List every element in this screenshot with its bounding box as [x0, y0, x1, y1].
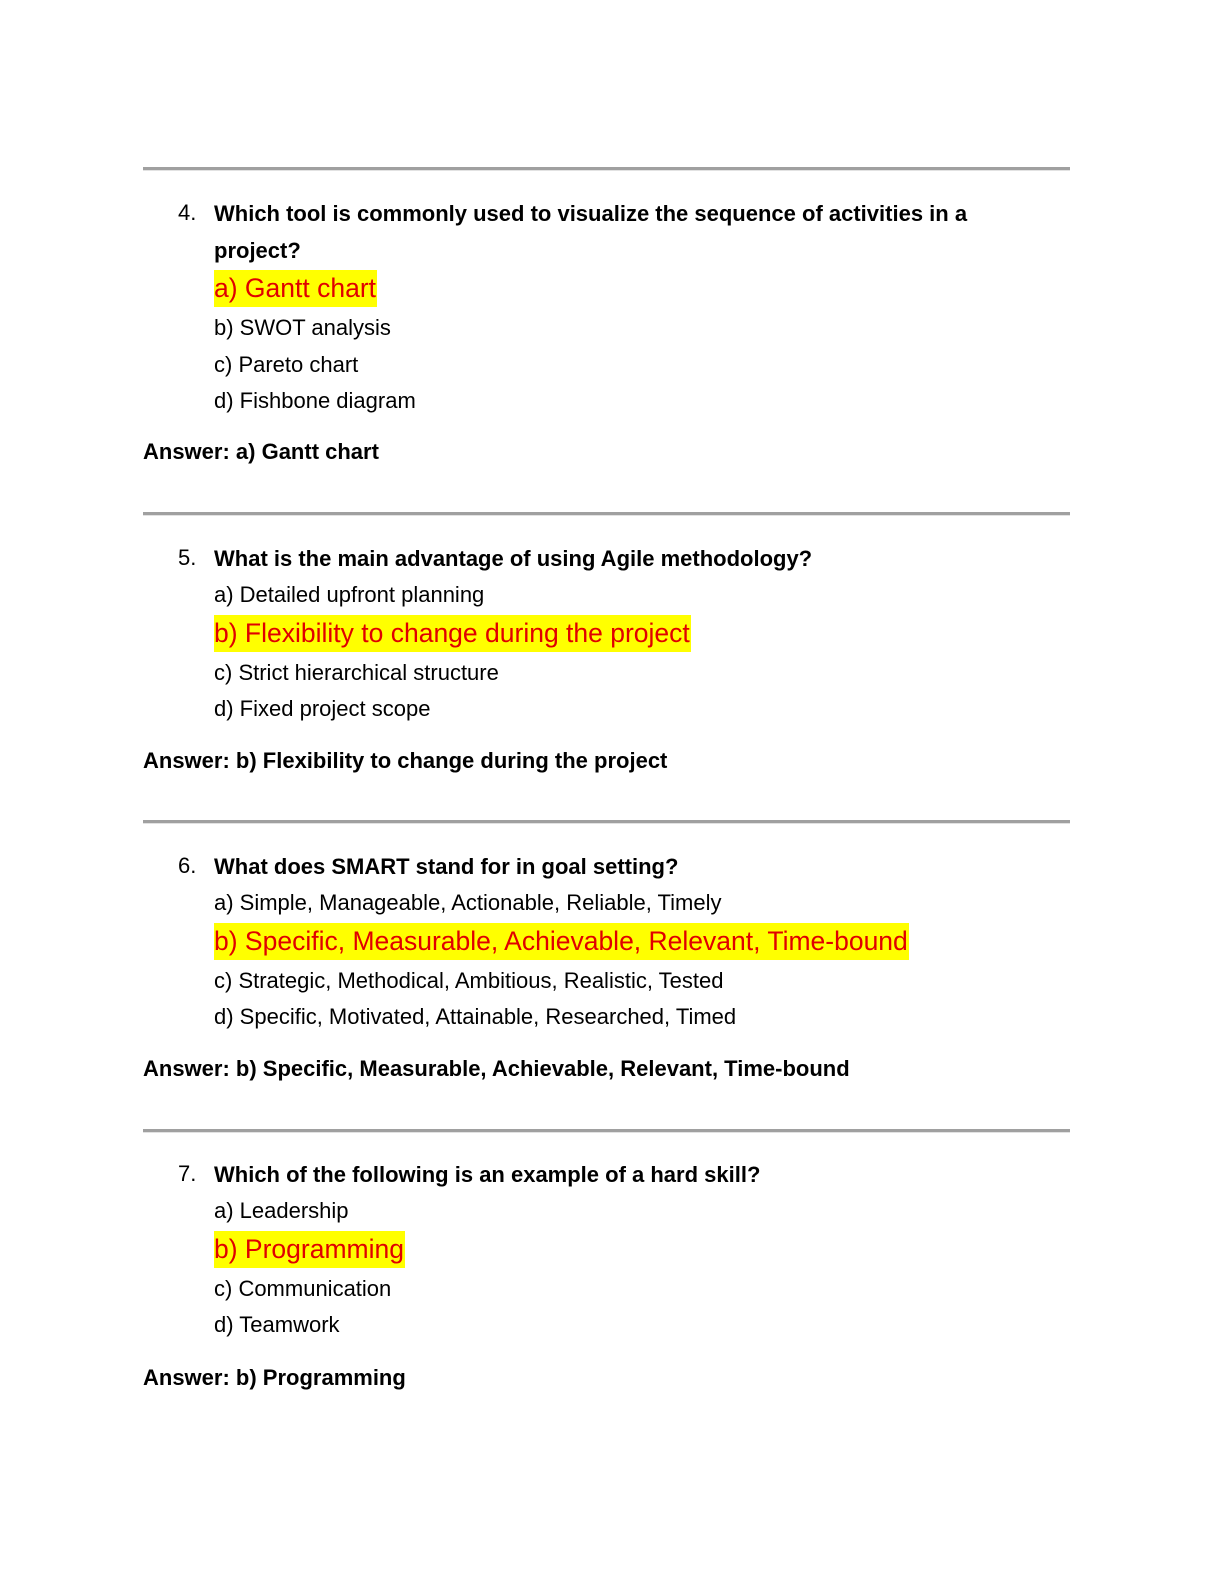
options-list — [214, 269, 1224, 420]
option: a) Detailed upfront planning — [214, 582, 485, 607]
highlighted-answer: b) Flexibility to change during the project — [214, 615, 691, 652]
options-list — [214, 885, 1224, 1036]
option: d) Specific, Motivated, Attainable, Researched, Timed — [214, 1004, 737, 1029]
question-number: 4. — [178, 200, 197, 225]
question-block-5 — [0, 540, 1224, 728]
question-number: 7. — [178, 1161, 197, 1186]
question-text: What is the main advantage of using Agile methodology? — [214, 546, 813, 571]
option: d) Fishbone diagram — [214, 388, 416, 413]
question-text: Which tool is commonly used to visualize the sequence of activities in a project? — [214, 201, 968, 263]
question-line — [0, 195, 1224, 269]
horizontal-divider — [143, 820, 1070, 824]
question-line — [0, 848, 1224, 885]
option-correct — [214, 269, 1224, 310]
option: d) Teamwork — [214, 1312, 340, 1337]
options-list — [214, 577, 1224, 728]
question-block-4 — [0, 195, 1224, 420]
horizontal-divider — [143, 512, 1070, 516]
answer-line: Answer: b) Specific, Measurable, Achievable, Relevant, Time-bound — [143, 1056, 850, 1081]
horizontal-divider — [143, 167, 1070, 171]
highlighted-answer: a) Gantt chart — [214, 270, 377, 307]
option: a) Leadership — [214, 1198, 349, 1223]
question-block-6 — [0, 848, 1224, 1036]
option: c) Strict hierarchical structure — [214, 659, 499, 685]
question-text: What does SMART stand for in goal setting? — [214, 854, 679, 879]
question-number: 6. — [178, 853, 197, 878]
question-number: 5. — [178, 545, 197, 570]
option: a) Simple, Manageable, Actionable, Reliable, Timely — [214, 890, 722, 915]
option-correct — [214, 922, 1224, 963]
options-list — [214, 1193, 1224, 1344]
answer-line: Answer: b) Flexibility to change during the project — [143, 748, 668, 773]
question-text: Which of the following is an example of a hard skill? — [214, 1162, 761, 1187]
option: d) Fixed project scope — [214, 696, 431, 721]
option: c) Strategic, Methodical, Ambitious, Realistic, Tested — [214, 967, 724, 993]
question-block-7 — [0, 1156, 1224, 1344]
answer-line: Answer: b) Programming — [143, 1365, 406, 1390]
highlighted-answer: b) Programming — [214, 1231, 405, 1268]
highlighted-answer: b) Specific, Measurable, Achievable, Relevant, Time-bound — [214, 923, 909, 960]
option-correct — [214, 614, 1224, 655]
option: c) Pareto chart — [214, 351, 359, 377]
option: b) SWOT analysis — [214, 315, 391, 340]
option: c) Communication — [214, 1275, 392, 1301]
question-line — [0, 540, 1224, 577]
question-line — [0, 1156, 1224, 1193]
option-correct — [214, 1230, 1224, 1271]
horizontal-divider — [143, 1129, 1070, 1133]
answer-line: Answer: a) Gantt chart — [143, 439, 379, 464]
